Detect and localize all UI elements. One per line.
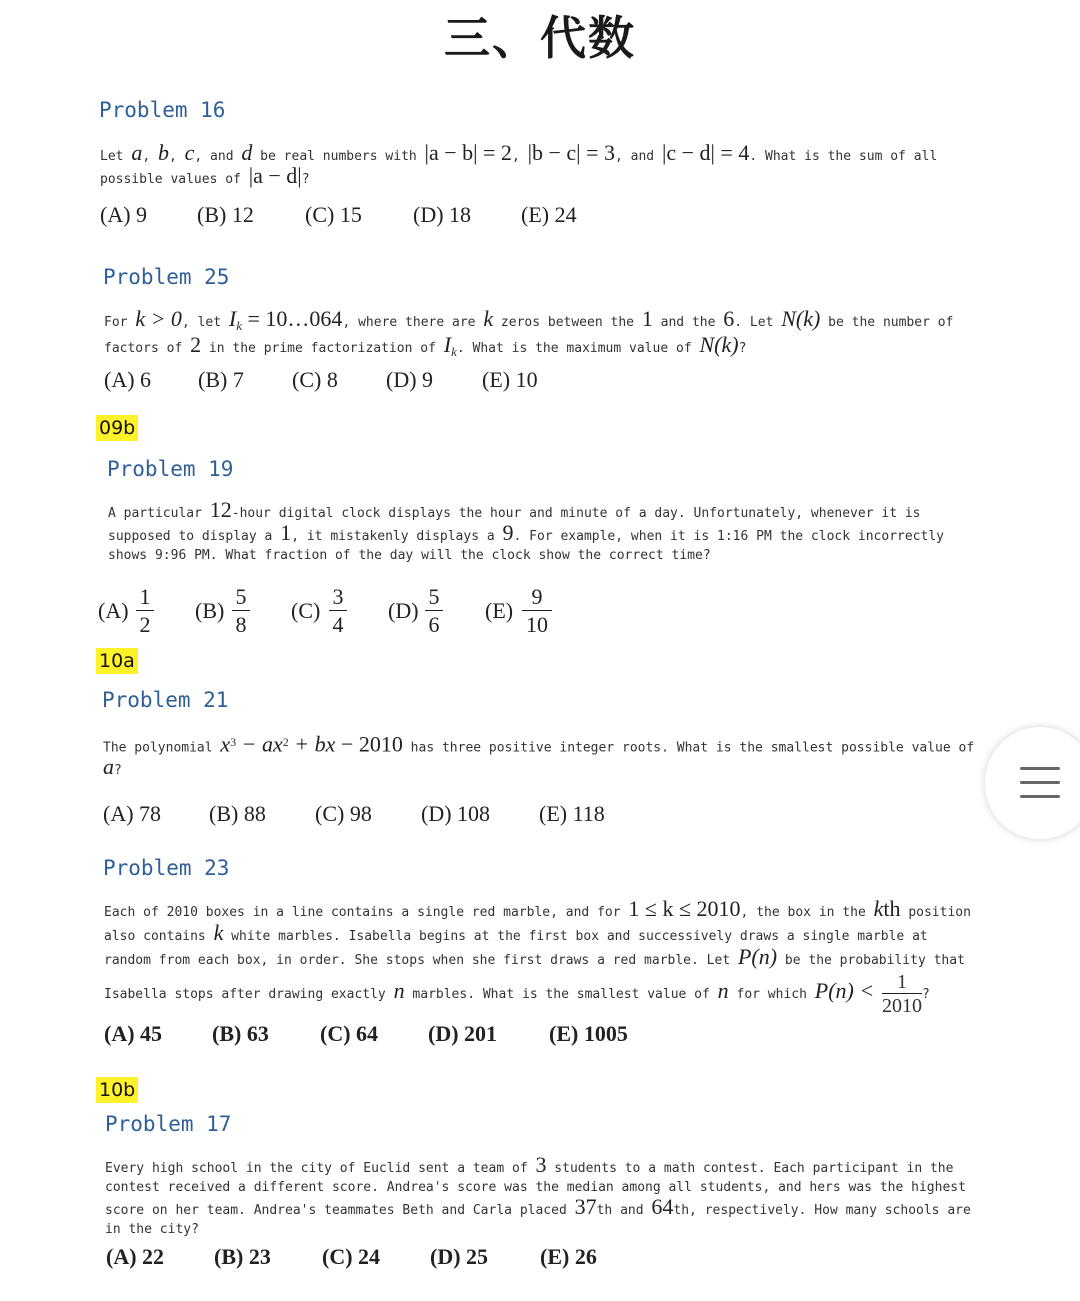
problem-17-stem: Every high school in the city of Euclid sent a team of 3 students to a math contest. Each participant in the contest received a different score. Andrea's score was the median among all students, and hers was the highest score on her team. Andrea's teammates Beth and Carla placed 37th and 64th, respectively. How many schools are in the city? xyxy=(105,1152,971,1237)
choice-d: (D) 108 xyxy=(421,801,491,826)
problem-16-choices xyxy=(100,202,577,228)
choice-e: (E) 26 xyxy=(540,1244,597,1269)
choice-b: (B) 63 xyxy=(212,1021,269,1046)
problem-19-stem: A particular 12-hour digital clock displays the hour and minute of a day. Unfortunately, whenever it is supposed to display a 1, it mistakenly displays a 9. For example, when it is 1:16 PM the clock incorrectly shows 9:96 PM. What fraction of the day will the clock show the correct time? xyxy=(108,497,944,563)
choice-b: (B) 88 xyxy=(209,801,266,826)
problem-25-stem: For k > 0, let Ik = 10…064, where there are k zeros between the 1 and the 6. Let N(k) be the number of factors of 2 in the prime factorization of Ik. What is the maximum value of N(k)? xyxy=(104,306,954,359)
year-tag-10b: 10b xyxy=(96,1077,138,1103)
problem-16-title: Problem 16 xyxy=(99,98,226,122)
problem-19-title: Problem 19 xyxy=(107,457,234,481)
choice-d: (D) 201 xyxy=(428,1021,498,1046)
problem-17-choices xyxy=(106,1244,597,1270)
choice-a: (A) 6 xyxy=(104,367,152,392)
problem-21-stem: The polynomial $x^3 - ax^2$ + bx − 2010 has three positive integer roots. What is the smallest possible value of a? xyxy=(103,731,975,780)
year-tag-10a: 10a xyxy=(96,648,138,674)
choice-c: (C) 64 xyxy=(320,1021,379,1046)
choice-d: (D) 9 xyxy=(386,367,434,392)
fraction-1-over-2010: $\frac{1}{2010}$ xyxy=(882,971,923,1017)
floating-menu-button[interactable] xyxy=(985,727,1080,839)
problem-23-stem: Each of 2010 boxes in a line contains a single red marble, and for 1 ≤ k ≤ 2010, the box in the kth position also contains k white marbles. Isabella begins at the first box and successively draws a single marble at random from each box, in order. She stops when she first draws a red marble. Let P(n) be the probability that Isabella stops after drawing exactly n marbles. What is the smallest value of n for which P(n) < $\frac{1}{2010}$ ? xyxy=(104,896,971,1017)
problem-21-choices xyxy=(103,801,605,827)
problem-25-choices xyxy=(104,367,538,393)
problem-21-title: Problem 21 xyxy=(102,688,229,712)
choice-d: (D) 18 xyxy=(413,202,472,227)
choice-c: (C) 24 xyxy=(322,1244,381,1269)
page-title: 三、代数 xyxy=(444,11,636,65)
choice-d: (D) 25 xyxy=(430,1244,489,1269)
choice-e: (E) 24 xyxy=(521,202,577,227)
problem-25-title: Problem 25 xyxy=(103,265,230,289)
choice-a: (A) 78 xyxy=(103,801,162,826)
choice-b: (B) 23 xyxy=(214,1244,271,1269)
choice-e: (E) 1005 xyxy=(549,1021,628,1046)
choice-a: (A) 9 xyxy=(100,202,148,227)
choice-c: (C) 8 xyxy=(292,367,338,392)
choice-b: (B) 12 xyxy=(197,202,254,227)
choice-e: (E) 118 xyxy=(539,801,605,826)
problem-16-stem: Let a, b, c, and d be real numbers with |a − b| = 2, |b − c| = 3, and |c − d| = 4. What is the sum of all possible values of |a − d|? xyxy=(100,140,938,188)
choice-a: (A) 45 xyxy=(104,1021,163,1046)
choice-e: (E) 10 xyxy=(482,367,538,392)
year-tag-09b: 09b xyxy=(96,415,138,441)
choice-c: (C) 98 xyxy=(315,801,372,826)
choice-b: (B) 7 xyxy=(198,367,244,392)
problem-17-title: Problem 17 xyxy=(105,1112,232,1136)
choice-c: (C) 15 xyxy=(305,202,362,227)
problem-23-choices xyxy=(104,1021,628,1047)
choice-a: (A) 22 xyxy=(106,1244,165,1269)
problem-23-title: Problem 23 xyxy=(103,856,230,880)
